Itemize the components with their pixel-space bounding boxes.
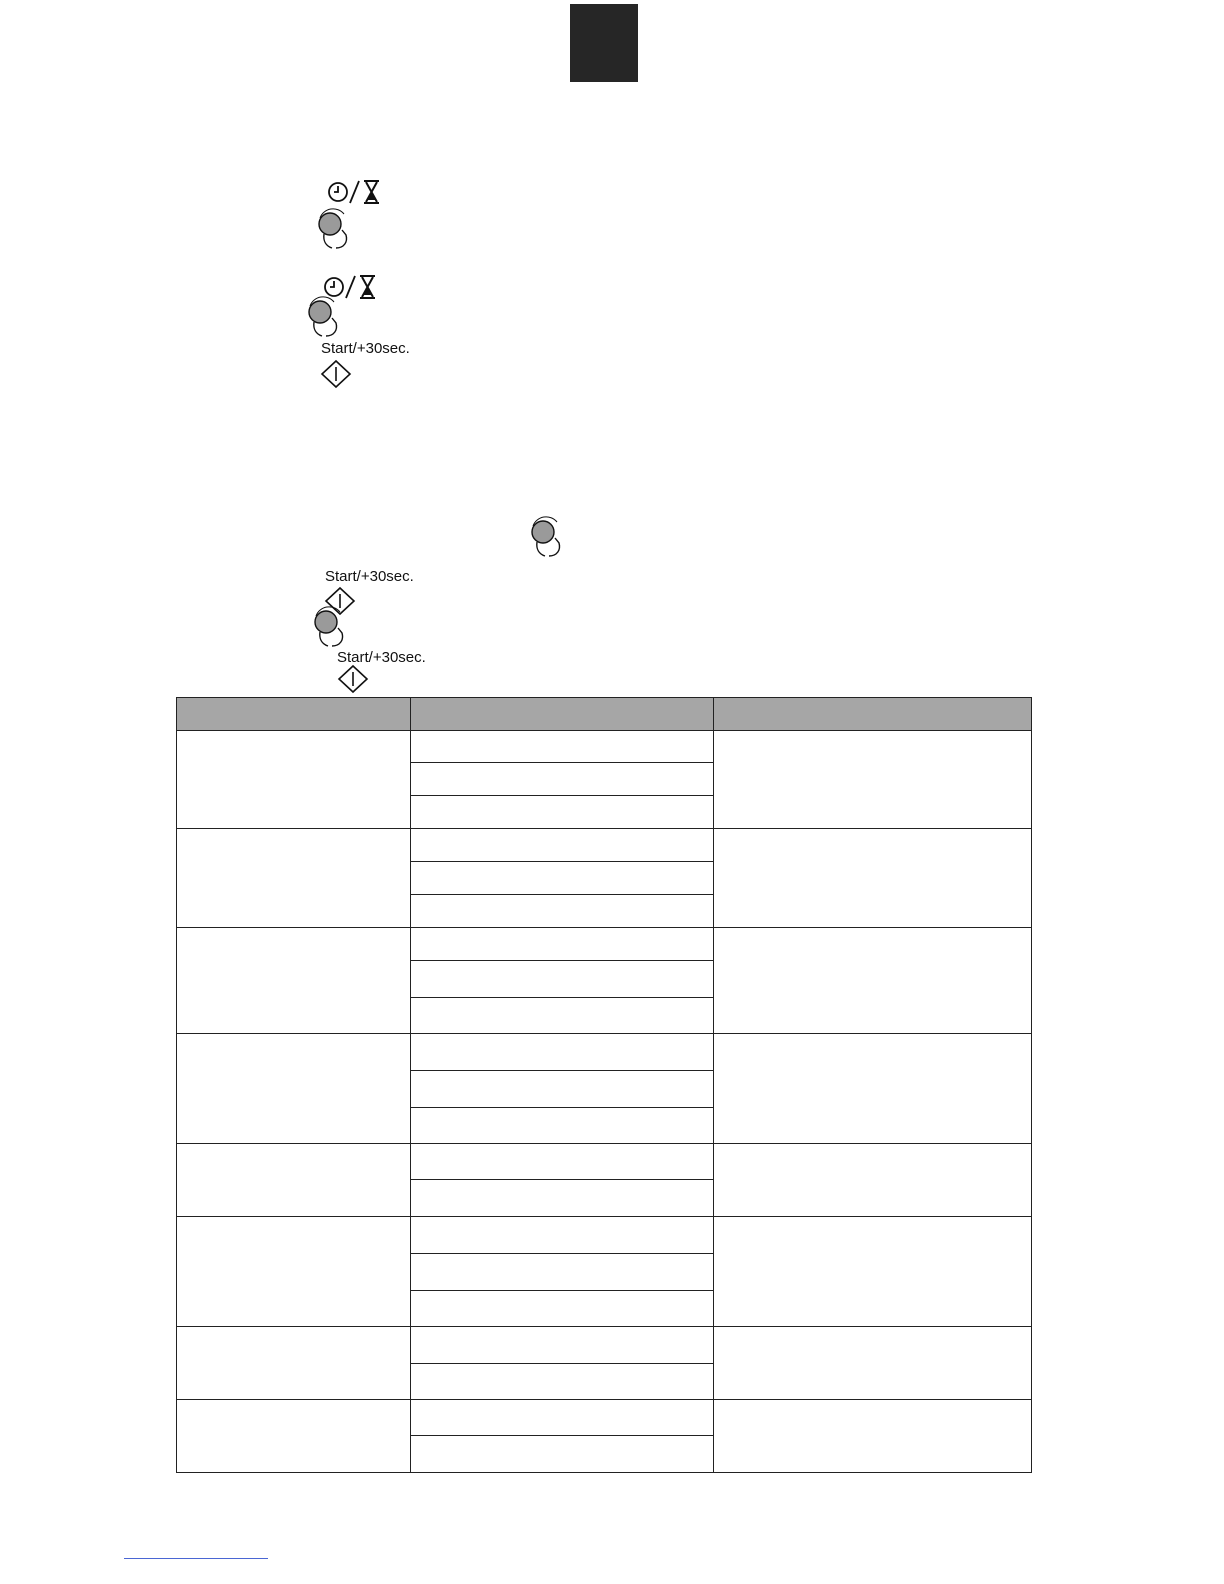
table-cell [410,1180,714,1217]
table-cell [410,796,714,829]
table-row [177,1400,1032,1436]
table-cell [410,1217,714,1254]
footer-rule [124,1558,268,1559]
table-cell [410,1436,714,1473]
table-cell [177,1327,411,1400]
dial-knob-icon [527,516,567,560]
clock-timer-icon [326,178,384,206]
table-cell [410,1071,714,1108]
table-cell [177,829,411,928]
table-cell [177,1217,411,1327]
table-cell [410,1327,714,1364]
table-row [177,1034,1032,1071]
table-cell [714,1217,1032,1327]
table-header-cell [177,698,411,731]
table-header-row [177,698,1032,731]
table-cell [410,928,714,961]
dial-knob-icon [314,208,354,252]
table-cell [714,1327,1032,1400]
table-cell [410,731,714,763]
table-header-cell [714,698,1032,731]
table-cell [410,829,714,862]
language-tab [570,4,638,82]
dial-knob-icon [304,296,344,340]
table-row [177,1217,1032,1254]
table-cell [410,862,714,895]
table-cell [177,1400,411,1473]
table-cell [410,1108,714,1144]
table-cell [410,1400,714,1436]
start-button-label: Start/+30sec. [325,568,414,585]
table-cell [714,1144,1032,1217]
table-cell [410,895,714,928]
start-diamond-icon [320,359,352,389]
table-row [177,928,1032,961]
table-row [177,731,1032,763]
table-cell [410,961,714,998]
table-cell [177,1034,411,1144]
cooking-table [176,697,1032,1473]
table-cell [410,1144,714,1180]
table-row [177,829,1032,862]
table-cell [410,998,714,1034]
table-header-cell [410,698,714,731]
table-cell [410,1291,714,1327]
table-cell [410,763,714,796]
table-cell [410,1254,714,1291]
table-row [177,1144,1032,1180]
table-cell [714,1400,1032,1473]
table-cell [177,1144,411,1217]
table-cell [177,731,411,829]
table-cell [714,829,1032,928]
table-cell [714,928,1032,1034]
table-cell [714,1034,1032,1144]
start-diamond-icon [337,664,369,694]
table-cell [714,731,1032,829]
start-button-label: Start/+30sec. [337,649,426,666]
start-button-label: Start/+30sec. [321,340,410,357]
table-cell [410,1364,714,1400]
dial-knob-icon [310,606,350,650]
table-cell [410,1034,714,1071]
table-cell [177,928,411,1034]
table-row [177,1327,1032,1364]
